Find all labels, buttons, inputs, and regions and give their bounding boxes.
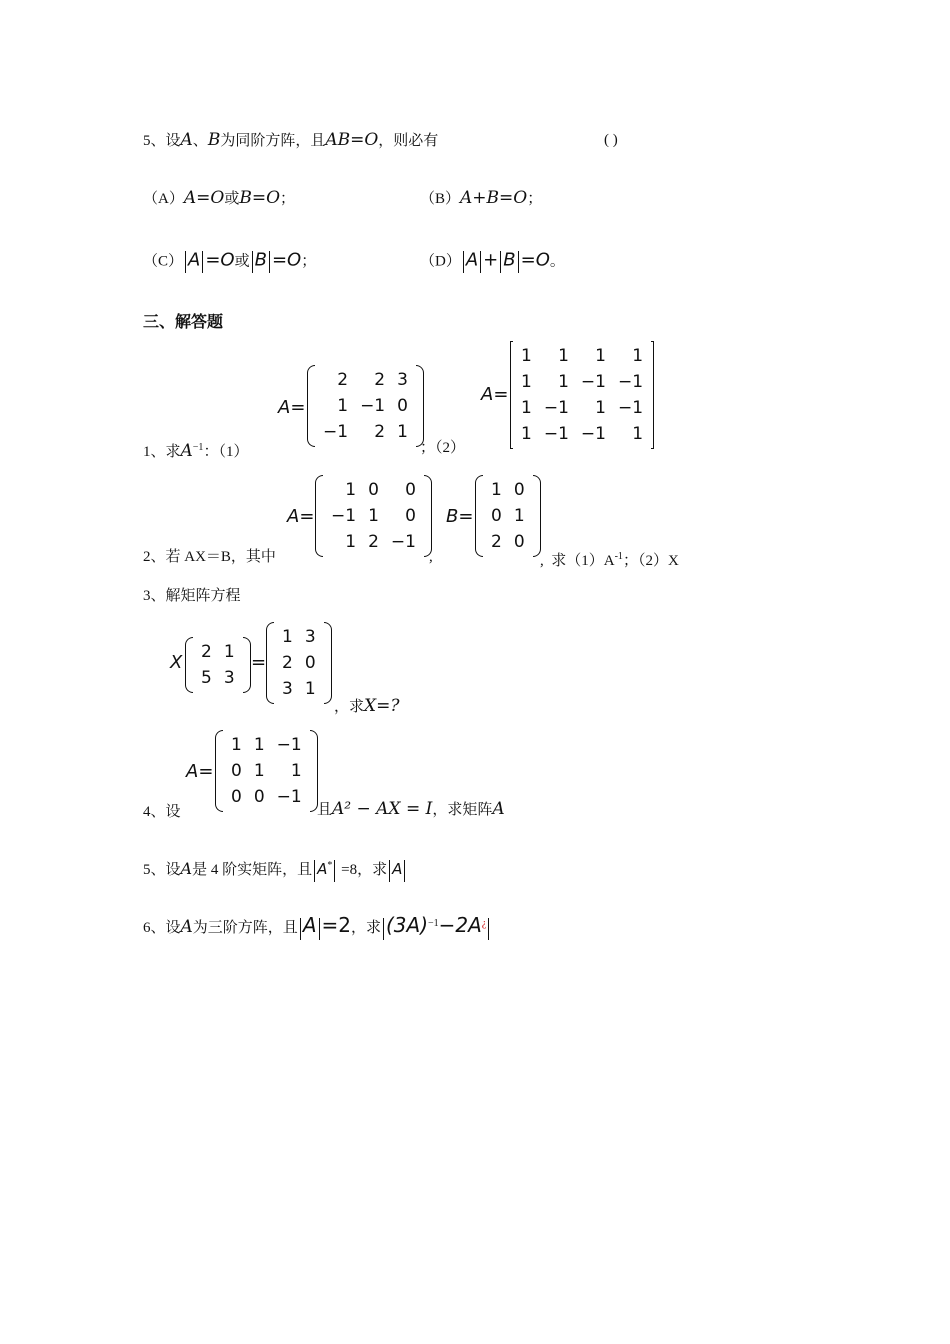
p1-mat1-lhs: A= <box>278 397 306 418</box>
q5-text2: ，则必有 <box>378 133 439 149</box>
p6-stem <box>143 915 491 940</box>
p6-expr1: (3A) <box>386 913 429 937</box>
p6-text: 为三阶方阵，且 <box>192 920 298 936</box>
matrix-entry: 0 <box>513 532 525 552</box>
p3-matrix-right <box>266 622 332 704</box>
matrix-entry: 1 <box>345 480 357 500</box>
matrix-entry: −1 <box>543 398 569 418</box>
matrix-entry: −1 <box>580 372 606 392</box>
option-a-or: 或 <box>224 191 240 207</box>
matrix-entry: 1 <box>521 398 532 418</box>
option-a-expr1: A=O <box>183 188 225 208</box>
matrix-entry: 3 <box>223 668 235 688</box>
p1-mat2-lhs: A= <box>481 384 509 405</box>
matrix-entry: 1 <box>558 372 569 392</box>
p4-a-lhs: A= <box>186 761 214 782</box>
matrix-entry: 1 <box>304 679 316 699</box>
p6-a: A <box>180 917 193 937</box>
p4-label: 4、设 <box>143 804 181 820</box>
p5-ask-a: A <box>392 860 403 878</box>
q5-sep: 、 <box>192 133 208 149</box>
matrix-entry: 0 <box>405 480 416 500</box>
option-d-plus: + <box>483 249 499 271</box>
p1-matrix-1 <box>307 365 424 447</box>
p1-sub2: ；（2） <box>420 440 466 456</box>
option-d-a: A <box>465 249 479 271</box>
matrix-entry: 1 <box>231 735 242 755</box>
matrix-entry: 2 <box>337 370 349 390</box>
p2-comma2: , <box>540 553 544 569</box>
q5-option-d <box>420 251 565 273</box>
q5-option-a <box>143 189 295 208</box>
matrix-entry: 2 <box>491 532 502 552</box>
matrix-entry: −1 <box>323 422 349 442</box>
option-c-or: 或 <box>234 253 250 270</box>
matrix-entry: 1 <box>337 396 349 416</box>
matrix-entry: 1 <box>595 398 606 418</box>
p6-expr2: −2A <box>438 913 482 937</box>
p3-matrix-left <box>185 637 251 693</box>
p2-comma1: , <box>429 549 433 565</box>
p5-astar-sup: * <box>327 860 333 871</box>
p5-label: 5、设 <box>143 862 181 878</box>
p3-ask <box>334 697 399 716</box>
q5-answer-blank: ( ) <box>604 132 618 148</box>
p5-stem <box>143 857 407 882</box>
matrix-entry: 0 <box>304 653 316 673</box>
p3-x: X <box>170 652 183 673</box>
q5-var-b: B <box>207 130 221 150</box>
p2-matrix-a-grid <box>323 475 424 557</box>
matrix-entry: 1 <box>632 424 644 444</box>
matrix-entry: 1 <box>558 346 569 366</box>
matrix-entry: 2 <box>374 370 386 390</box>
matrix-entry: 1 <box>345 532 357 552</box>
section-title: 三、解答题 <box>143 314 224 331</box>
p2-ask-text: 求（1）A <box>551 553 615 569</box>
matrix-entry: 0 <box>491 506 502 526</box>
matrix-entry: −1 <box>390 532 416 552</box>
option-d-b: B <box>503 249 516 271</box>
matrix-entry: 1 <box>223 642 235 662</box>
p3-ask-pre: ，求 <box>334 699 365 715</box>
p5-text: 是 4 阶实矩阵，且 <box>192 862 313 878</box>
matrix-entry: 1 <box>521 372 532 392</box>
matrix-entry: −1 <box>580 424 606 444</box>
matrix-entry: 1 <box>521 346 532 366</box>
matrix-entry: 3 <box>304 627 316 647</box>
matrix-entry: −1 <box>617 398 644 418</box>
matrix-entry: 1 <box>368 506 379 526</box>
p6-expr1-sup: −1 <box>428 918 439 929</box>
option-b-expr: A+B=O <box>460 188 528 208</box>
q5-var-a: A <box>180 130 193 150</box>
matrix-entry: 0 <box>368 480 379 500</box>
p5-astar: A <box>317 860 328 878</box>
option-a-end: ； <box>280 191 296 207</box>
p1-matrix-2-grid <box>513 341 651 449</box>
option-c-label: （C） <box>143 253 184 270</box>
matrix-entry: 3 <box>282 679 293 699</box>
p5-a: A <box>180 859 193 878</box>
p1-inv-sup: −1 <box>192 442 204 453</box>
p2-stem: 2、若 AX＝B，其中 <box>143 549 276 565</box>
p1-stem <box>143 439 248 461</box>
p2-b-lhs: B= <box>446 506 474 527</box>
matrix-entry: 0 <box>397 396 408 416</box>
p4-matrix-a-grid <box>223 730 310 812</box>
option-c-a: A <box>188 249 201 271</box>
p5-ask: ，求 <box>357 862 388 878</box>
p2-matrix-b <box>475 475 541 557</box>
matrix-entry: 1 <box>595 346 606 366</box>
p4-ask-a: A <box>492 799 505 819</box>
matrix-entry: 2 <box>368 532 379 552</box>
matrix-entry: 0 <box>513 480 525 500</box>
option-c-eq2: =O <box>271 249 302 271</box>
q5-eq: AB=O <box>325 130 379 150</box>
option-d-end: 。 <box>549 253 565 270</box>
q5-option-c <box>143 251 316 273</box>
matrix-entry: 2 <box>201 642 212 662</box>
option-c-end: ； <box>301 253 317 270</box>
matrix-entry: −1 <box>617 372 644 392</box>
p4-matrix-a <box>215 730 318 812</box>
option-c-eq1: =O <box>205 249 235 271</box>
matrix-entry: 0 <box>405 506 416 526</box>
matrix-entry: 2 <box>374 422 386 442</box>
p6-expr2-sup: ¿ <box>481 918 487 929</box>
p1-label: 1、求 <box>143 444 181 460</box>
option-c-b: B <box>254 249 267 271</box>
q5-stem <box>143 131 438 150</box>
matrix-entry: 1 <box>397 422 408 442</box>
matrix-entry: 1 <box>253 735 265 755</box>
p4-condition <box>317 800 505 819</box>
p2-a-lhs: A= <box>287 506 315 527</box>
matrix-entry: 5 <box>201 668 212 688</box>
p6-ask: ，求 <box>350 920 381 936</box>
p3-eq: = <box>251 652 267 673</box>
p2-ask-sup: -1 <box>614 551 623 562</box>
p2-matrix-a <box>315 475 432 557</box>
p6-det-a: A <box>302 913 317 937</box>
p3-label: 3、解矩阵方程 <box>143 588 241 604</box>
p1-matrix-1-grid <box>315 365 416 447</box>
p2-ask2: ；（2）X <box>622 553 679 569</box>
p2-ask <box>540 548 679 570</box>
matrix-entry: −1 <box>360 396 386 416</box>
matrix-entry: 1 <box>632 346 644 366</box>
p4-ask: ，求矩阵 <box>432 802 493 818</box>
matrix-entry: 3 <box>397 370 408 390</box>
matrix-entry: −1 <box>276 787 302 807</box>
matrix-entry: 1 <box>521 424 532 444</box>
p1-inv: A <box>180 441 193 461</box>
matrix-entry: 1 <box>290 761 302 781</box>
p4-cond: A² − AX = I <box>332 799 433 819</box>
matrix-entry: 1 <box>282 627 293 647</box>
matrix-entry: 0 <box>231 761 242 781</box>
p6-det-eq: =2 <box>321 913 351 937</box>
matrix-entry: −1 <box>543 424 569 444</box>
matrix-entry: 2 <box>282 653 293 673</box>
option-a-expr2: B=O <box>239 188 281 208</box>
p2-matrix-b-grid <box>483 475 533 557</box>
option-d-eq: =O <box>520 249 550 271</box>
p1-matrix-2 <box>510 341 654 449</box>
matrix-entry: 0 <box>253 787 265 807</box>
q5-option-b <box>420 189 542 208</box>
p3-matrix-right-grid <box>274 622 324 704</box>
matrix-entry: 1 <box>513 506 525 526</box>
matrix-entry: −1 <box>276 735 302 755</box>
option-b-end: ； <box>527 191 543 207</box>
option-d-label: （D） <box>420 253 461 270</box>
q5-text1: 为同阶方阵，且 <box>220 133 326 149</box>
p3-ask-expr: X=? <box>364 696 400 716</box>
p4-cond-pre: 且 <box>317 802 333 818</box>
p5-eq: =8 <box>341 862 358 878</box>
p1-colon: ：（1） <box>203 444 249 460</box>
p3-matrix-left-grid <box>193 637 243 693</box>
matrix-entry: 0 <box>231 787 242 807</box>
matrix-entry: 1 <box>491 480 502 500</box>
option-b-label: （B） <box>420 191 461 207</box>
matrix-entry: 1 <box>253 761 265 781</box>
p6-label: 6、设 <box>143 920 181 936</box>
option-a-label: （A） <box>143 191 184 207</box>
q5-label: 5、设 <box>143 133 181 149</box>
matrix-entry: −1 <box>331 506 357 526</box>
